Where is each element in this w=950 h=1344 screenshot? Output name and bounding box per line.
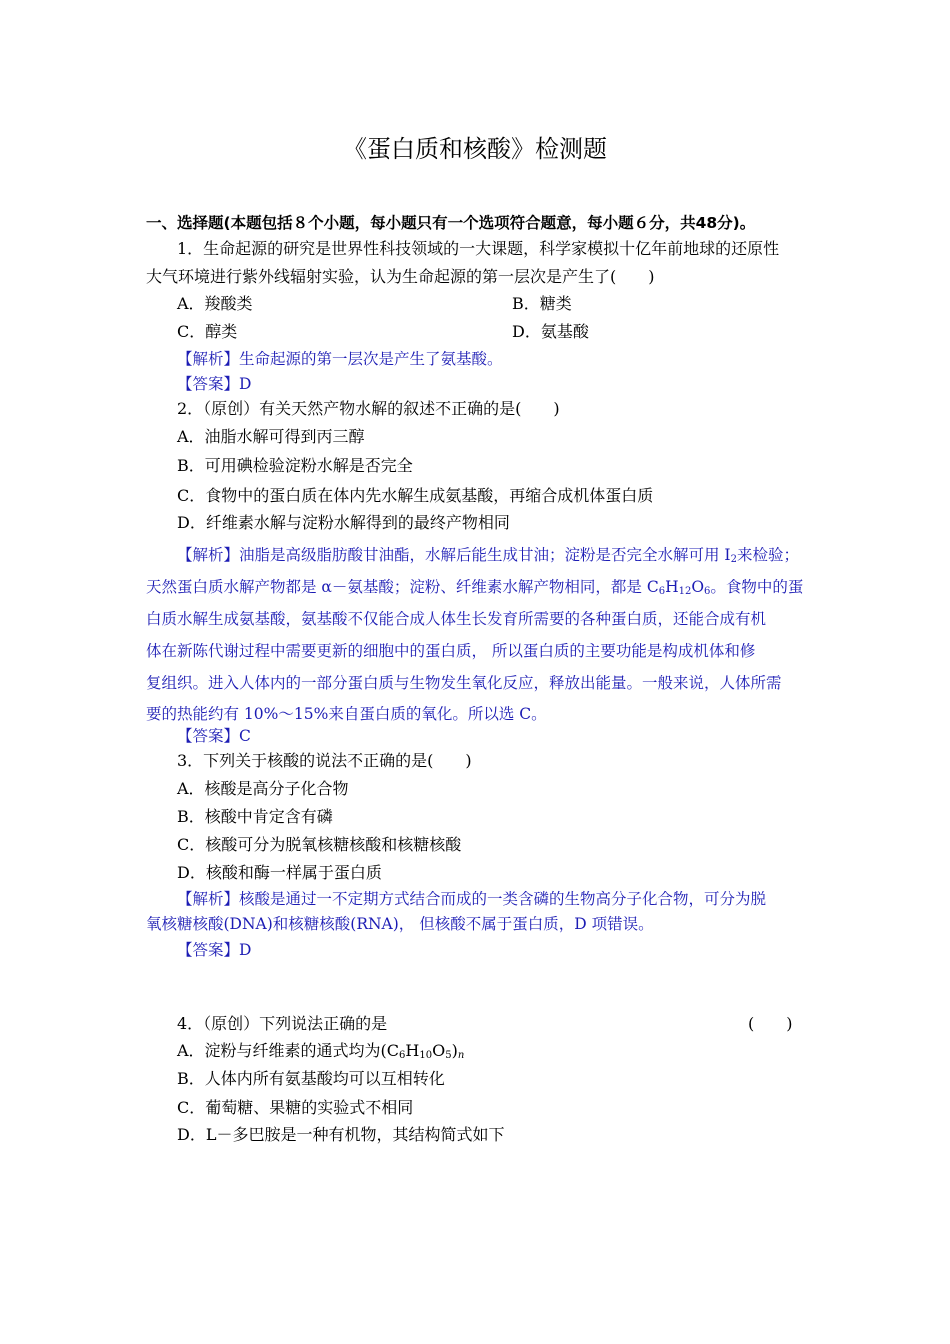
question-4-option-b: B．人体内所有氨基酸均可以互相转化 bbox=[177, 1069, 445, 1088]
question-2-analysis-line-5: 复组织。进入人体内的一部分蛋白质与生物发生氧化反应，释放出能量。一般来说，人体所需 bbox=[146, 674, 782, 692]
question-2-option-c: C．食物中的蛋白质在体内先水解生成氨基酸，再缩合成机体蛋白质 bbox=[177, 486, 654, 505]
question-2-analysis-line-2: 天然蛋白质水解产物都是 α－氨基酸；淀粉、纤维素水解产物相同，都是 $C_6H_{12}O_6$。食物中的蛋 bbox=[146, 578, 804, 597]
question-3-option-d: D．核酸和酶一样属于蛋白质 bbox=[177, 863, 382, 882]
question-4-answer-blank: ( ) bbox=[748, 1014, 793, 1033]
question-4-option-a: A．淀粉与纤维素的通式均为$(C_6H_{10}O_5)_n$ bbox=[177, 1041, 465, 1061]
question-3-text: 3．下列关于核酸的说法不正确的是( ) bbox=[177, 751, 472, 770]
question-3-answer: 【答案】D bbox=[177, 941, 252, 959]
question-2-analysis-line-6: 要的热能约有 10%～15%来自蛋白质的氧化。所以选 C。 bbox=[146, 705, 547, 723]
question-1-text-cont: 大气环境进行紫外线辐射实验，认为生命起源的第一层次是产生了( ) bbox=[146, 267, 655, 286]
question-2-option-a: A．油脂水解可得到丙三醇 bbox=[177, 427, 365, 446]
question-2-analysis-line-4: 体在新陈代谢过程中需要更新的细胞中的蛋白质， 所以蛋白质的主要功能是构成机体和修 bbox=[146, 642, 756, 660]
question-4-option-c: C．葡萄糖、果糖的实验式不相同 bbox=[177, 1098, 414, 1117]
question-4-text: 4．（原创）下列说法正确的是 bbox=[177, 1014, 388, 1033]
question-2-option-d: D．纤维素水解与淀粉水解得到的最终产物相同 bbox=[177, 513, 510, 532]
question-2-analysis-line-3: 白质水解生成氨基酸，氨基酸不仅能合成人体生长发育所需要的各种蛋白质，还能合成有机 bbox=[146, 610, 767, 628]
question-1-text: 1．生命起源的研究是世界性科技领域的一大课题，科学家模拟十亿年前地球的还原性 bbox=[177, 239, 780, 258]
question-1-option-d: D．氨基酸 bbox=[512, 322, 589, 341]
question-3-option-c: C．核酸可分为脱氧核糖核酸和核糖核酸 bbox=[177, 835, 462, 854]
question-3-option-a: A．核酸是高分子化合物 bbox=[177, 779, 349, 798]
question-2-answer: 【答案】C bbox=[177, 727, 251, 745]
question-3-analysis-line-1: 【解析】核酸是通过一不定期方式结合而成的一类含磷的生物高分子化合物，可分为脱 bbox=[177, 890, 767, 908]
question-2-text: 2．（原创）有关天然产物水解的叙述不正确的是( ) bbox=[177, 399, 560, 418]
question-4-option-d: D．L－多巴胺是一种有机物，其结构简式如下 bbox=[177, 1125, 505, 1144]
question-1-option-c: C．醇类 bbox=[177, 322, 238, 341]
page-title: 《蛋白质和核酸》检测题 bbox=[343, 135, 607, 163]
question-3-analysis-line-2: 氧核糖核酸(DNA)和核糖核酸(RNA)， 但核酸不属于蛋白质，D 项错误。 bbox=[146, 915, 654, 933]
question-1-option-b: B．糖类 bbox=[512, 294, 572, 313]
question-3-option-b: B．核酸中肯定含有磷 bbox=[177, 807, 333, 826]
question-2-analysis-line-1: 【解析】油脂是高级脂肪酸甘油酯，水解后能生成甘油；淀粉是否完全水解可用 $I_2$来检验； bbox=[177, 546, 799, 565]
question-1-answer: 【答案】D bbox=[177, 375, 252, 393]
section-heading: 一、选择题(本题包括８个小题，每小题只有一个选项符合题意，每小题６分，共48分)。 bbox=[146, 214, 756, 232]
question-2-option-b: B．可用碘检验淀粉水解是否完全 bbox=[177, 456, 413, 475]
question-1-analysis: 【解析】生命起源的第一层次是产生了氨基酸。 bbox=[177, 350, 503, 368]
question-1-option-a: A．羧酸类 bbox=[177, 294, 253, 313]
